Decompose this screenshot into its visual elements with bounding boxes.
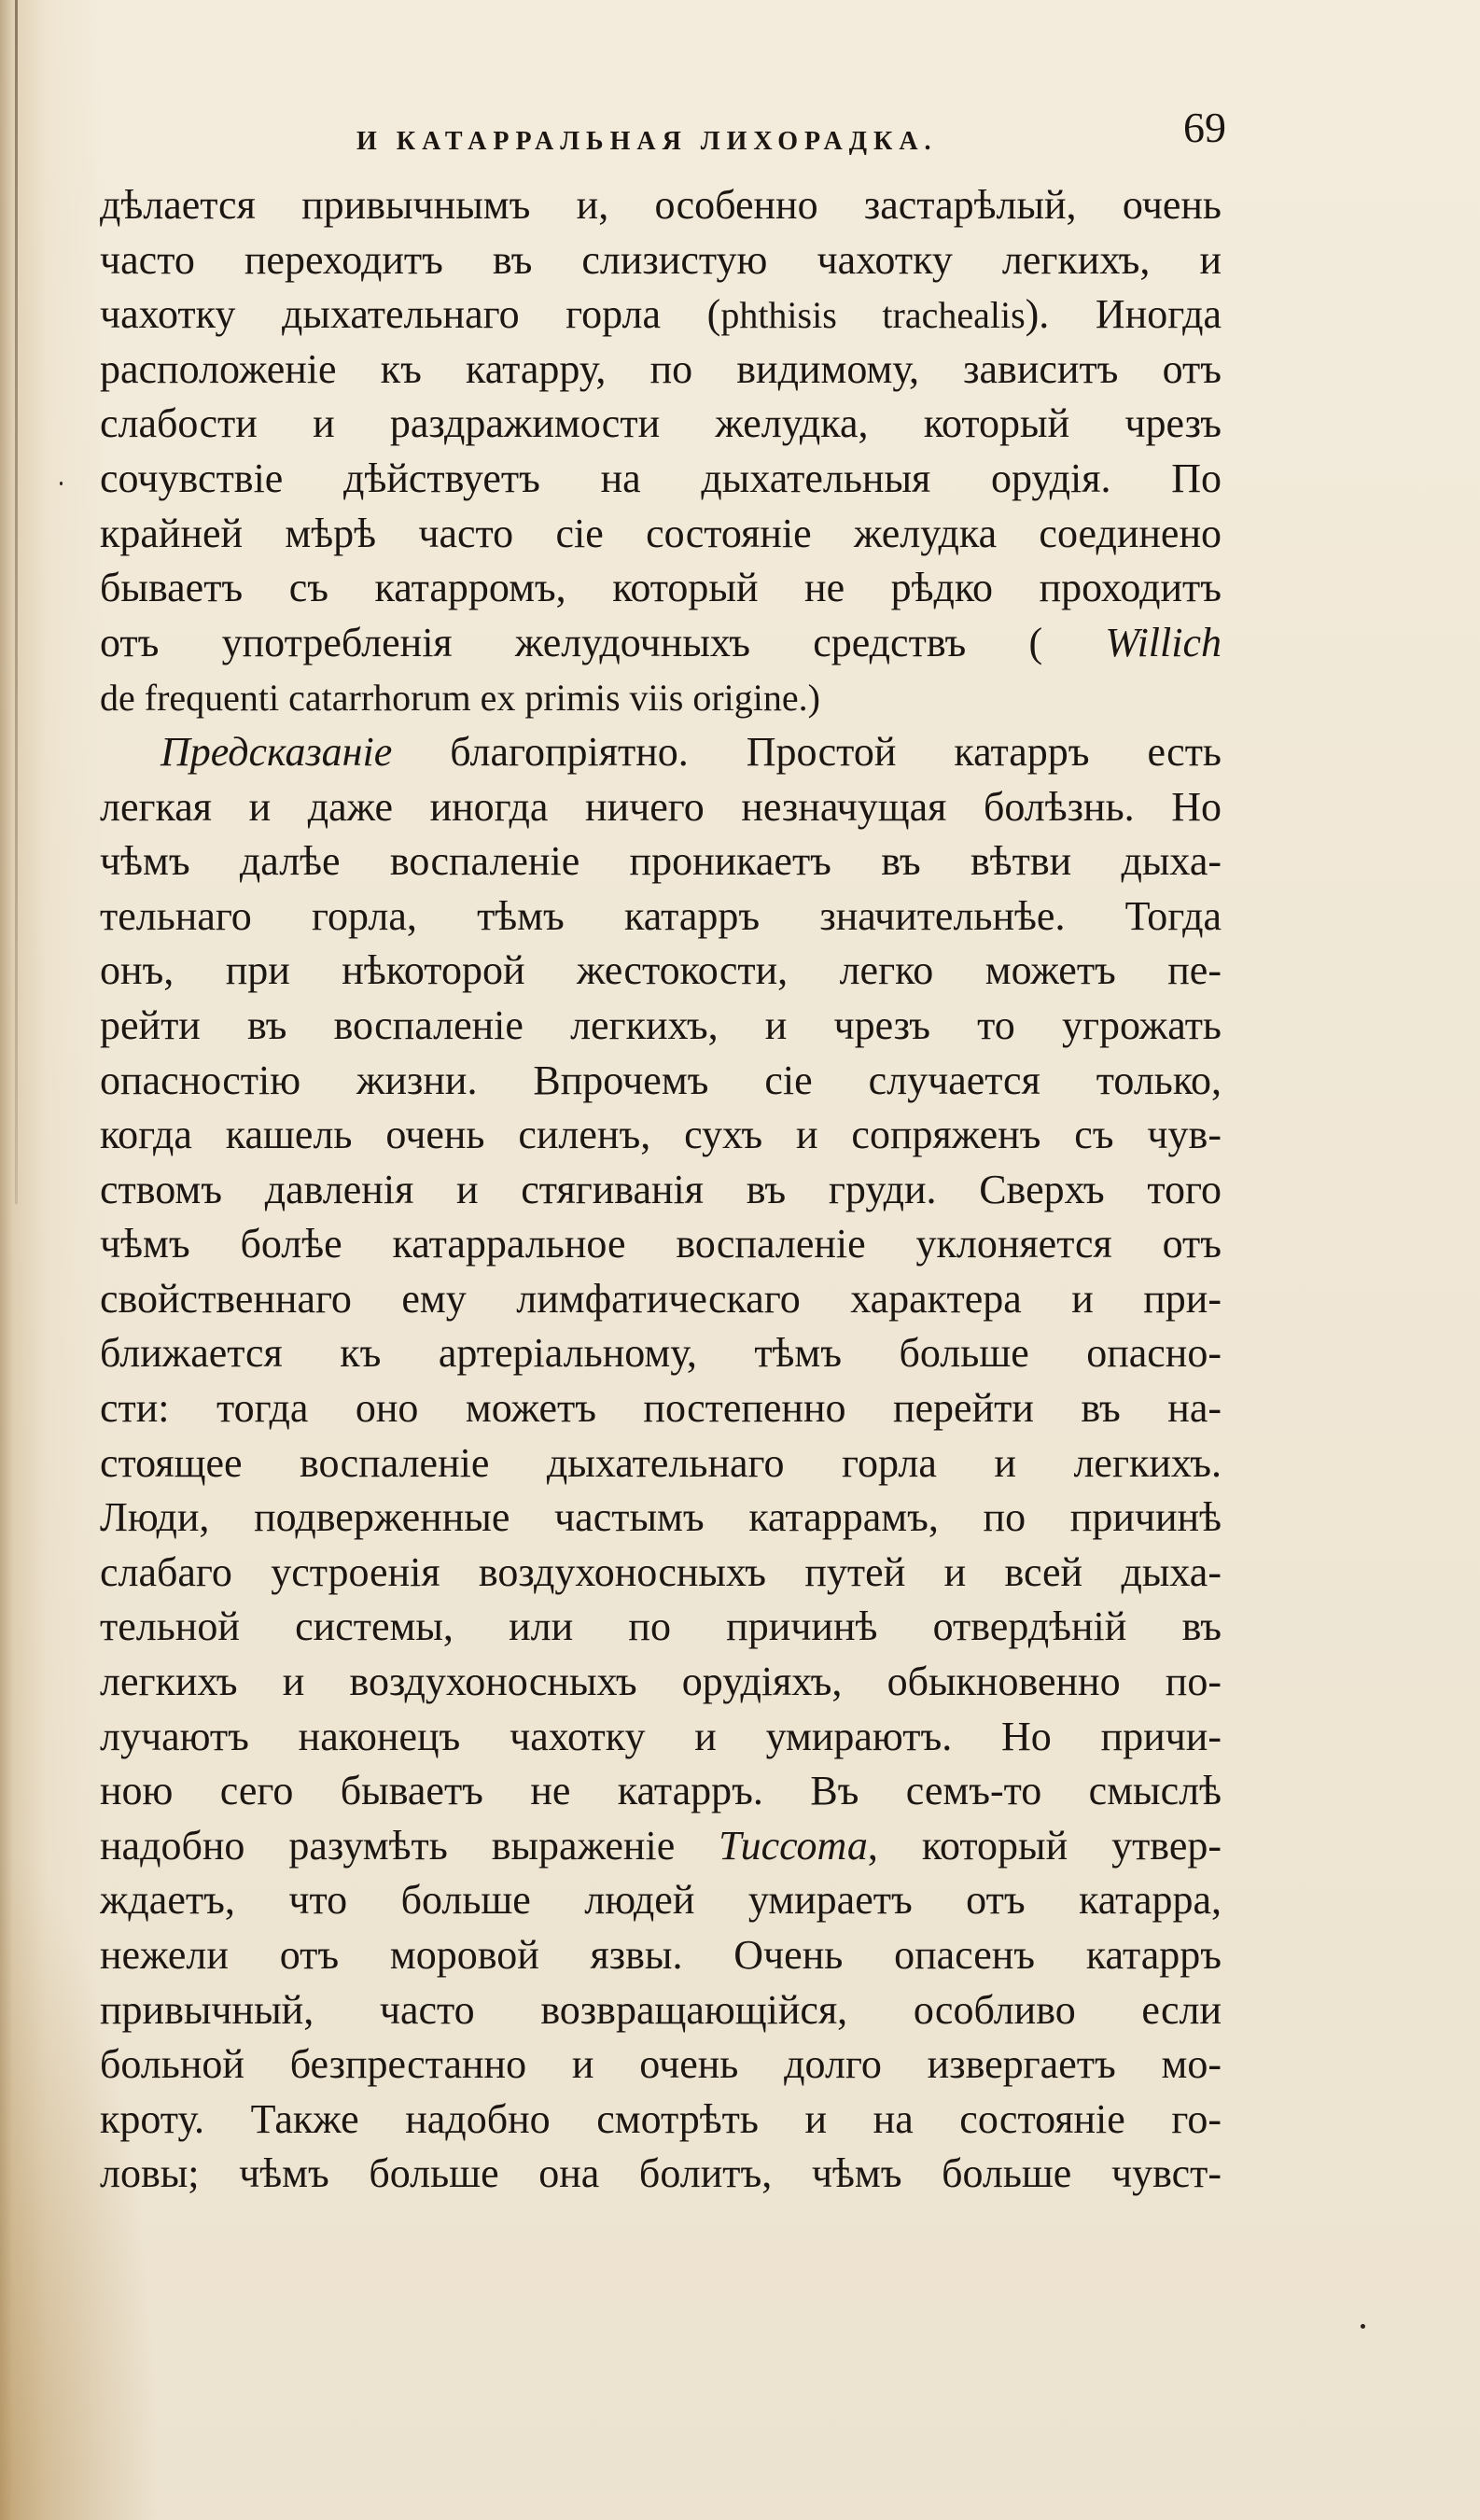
text-line: крайней мѣрѣ часто сіе состояніе желудка соединено xyxy=(100,510,1222,556)
text-line xyxy=(100,725,1222,780)
text-line: ствомъ давленія и стягиванія въ груди. Сверхъ того xyxy=(100,1166,1222,1212)
text-line: Люди, подверженные частымъ катаррамъ, по причинѣ xyxy=(100,1494,1222,1541)
text-line: лучаютъ наконецъ чахотку и умираютъ. Но причи- xyxy=(100,1713,1222,1759)
text-line: когда кашель очень силенъ, сухъ и сопряженъ съ чув- xyxy=(100,1112,1222,1158)
text-line: расположеніе къ катарру, по видимому, зависитъ отъ xyxy=(100,345,1222,392)
text-line: ждаетъ, что больше людей умираетъ отъ катарра, xyxy=(100,1877,1222,1924)
running-head: И КАТАРРАЛЬНАЯ ЛИХОРАДКА. xyxy=(356,127,938,156)
text-line: слабости и раздражимости желудка, который чрезъ xyxy=(100,400,1222,447)
text-line: ною сего бываетъ не катарръ. Въ семъ-то смыслѣ xyxy=(100,1768,1222,1814)
text-line: свойственнаго ему лимфатическаго характера и при- xyxy=(100,1275,1222,1322)
text-line: нежели отъ моровой язвы. Очень опасенъ катарръ xyxy=(100,1932,1222,1978)
text-segment: надобно разумѣть выраженіе xyxy=(100,1822,719,1869)
text-line: ловы; чѣмъ больше она болитъ, чѣмъ больше чувст- xyxy=(100,2150,1222,2197)
text-line: рейти въ воспаленіе легкихъ, и чрезъ то угрожать xyxy=(100,1001,1222,1048)
paragraph xyxy=(100,178,1222,725)
text-line: кроту. Также надобно смотрѣть и на состояніе го- xyxy=(100,2095,1222,2142)
text-line xyxy=(100,287,1222,343)
text-line: онъ, при нѣкоторой жестокости, легко можетъ пе- xyxy=(100,947,1222,994)
text-line: легкая и даже иногда ничего незначущая болѣзнь. Но xyxy=(100,783,1222,830)
text-line: привычный, часто возвращающійся, особливо если xyxy=(100,1986,1222,2033)
text-line: опасностію жизни. Впрочемъ сіе случается только, xyxy=(100,1057,1222,1103)
paragraph xyxy=(100,725,1222,2202)
page-number: 69 xyxy=(1183,104,1226,151)
text-line: слабаго устроенія воздухоносныхъ путей и всей дыха- xyxy=(100,1548,1222,1595)
text-line: часто переходитъ въ слизистую чахотку легкихъ, и xyxy=(100,236,1222,283)
text-line: тельной системы, или по причинѣ отвердѣній въ xyxy=(100,1603,1222,1650)
text-segment: отъ употребленія желудочныхъ средствъ ( xyxy=(100,619,1106,665)
text-line: легкихъ и воздухоносныхъ орудіяхъ, обыкновенно по- xyxy=(100,1659,1222,1705)
text-line xyxy=(100,616,1222,671)
text-line: чѣмъ далѣе воспаленіе проникаетъ въ вѣтви дыха- xyxy=(100,838,1222,885)
ink-speck xyxy=(60,482,63,485)
text-line: тельнаго горла, тѣмъ катарръ значительнѣе. Тогда xyxy=(100,892,1222,939)
text-line: бываетъ съ катарромъ, который не рѣдко проходитъ xyxy=(100,565,1222,611)
page-gutter-shadow xyxy=(15,0,18,1204)
text-segment: ). Иногда xyxy=(1025,291,1222,338)
citation-title: de frequenti catarrhorum ex primis viis origine.) xyxy=(100,677,820,720)
text-segment: благопріятно. Простой катарръ есть xyxy=(392,728,1222,775)
text-line: сочувствіе дѣйствуетъ на дыхательныя орудія. По xyxy=(100,455,1222,501)
text-line: стоящее воспаленіе дыхательнаго горла и легкихъ. xyxy=(100,1439,1222,1486)
text-line xyxy=(100,1819,1222,1874)
text-segment: , который утвер- xyxy=(867,1822,1222,1869)
author-citation: Willich xyxy=(1105,619,1222,665)
text-line: ближается къ артеріальному, тѣмъ больше опасно- xyxy=(100,1330,1222,1377)
text-line: дѣлается привычнымъ и, особенно застарѣлый, очень xyxy=(100,182,1222,228)
ink-speck xyxy=(1361,2324,1365,2329)
page-body-text xyxy=(100,178,1222,2202)
section-heading-inline: Предсказаніе xyxy=(161,728,393,775)
text-line xyxy=(100,670,1222,725)
text-line: сти: тогда оно можетъ постепенно перейти въ на- xyxy=(100,1385,1222,1432)
author-name: Тиссота xyxy=(719,1822,868,1869)
text-line: чѣмъ болѣе катарральное воспаленіе уклоняется отъ xyxy=(100,1221,1222,1267)
latin-term: phthisis trachealis xyxy=(720,294,1026,337)
text-line: больной безпрестанно и очень долго извергаетъ мо- xyxy=(100,2041,1222,2088)
text-segment: чахотку дыхательнаго горла ( xyxy=(100,291,721,338)
